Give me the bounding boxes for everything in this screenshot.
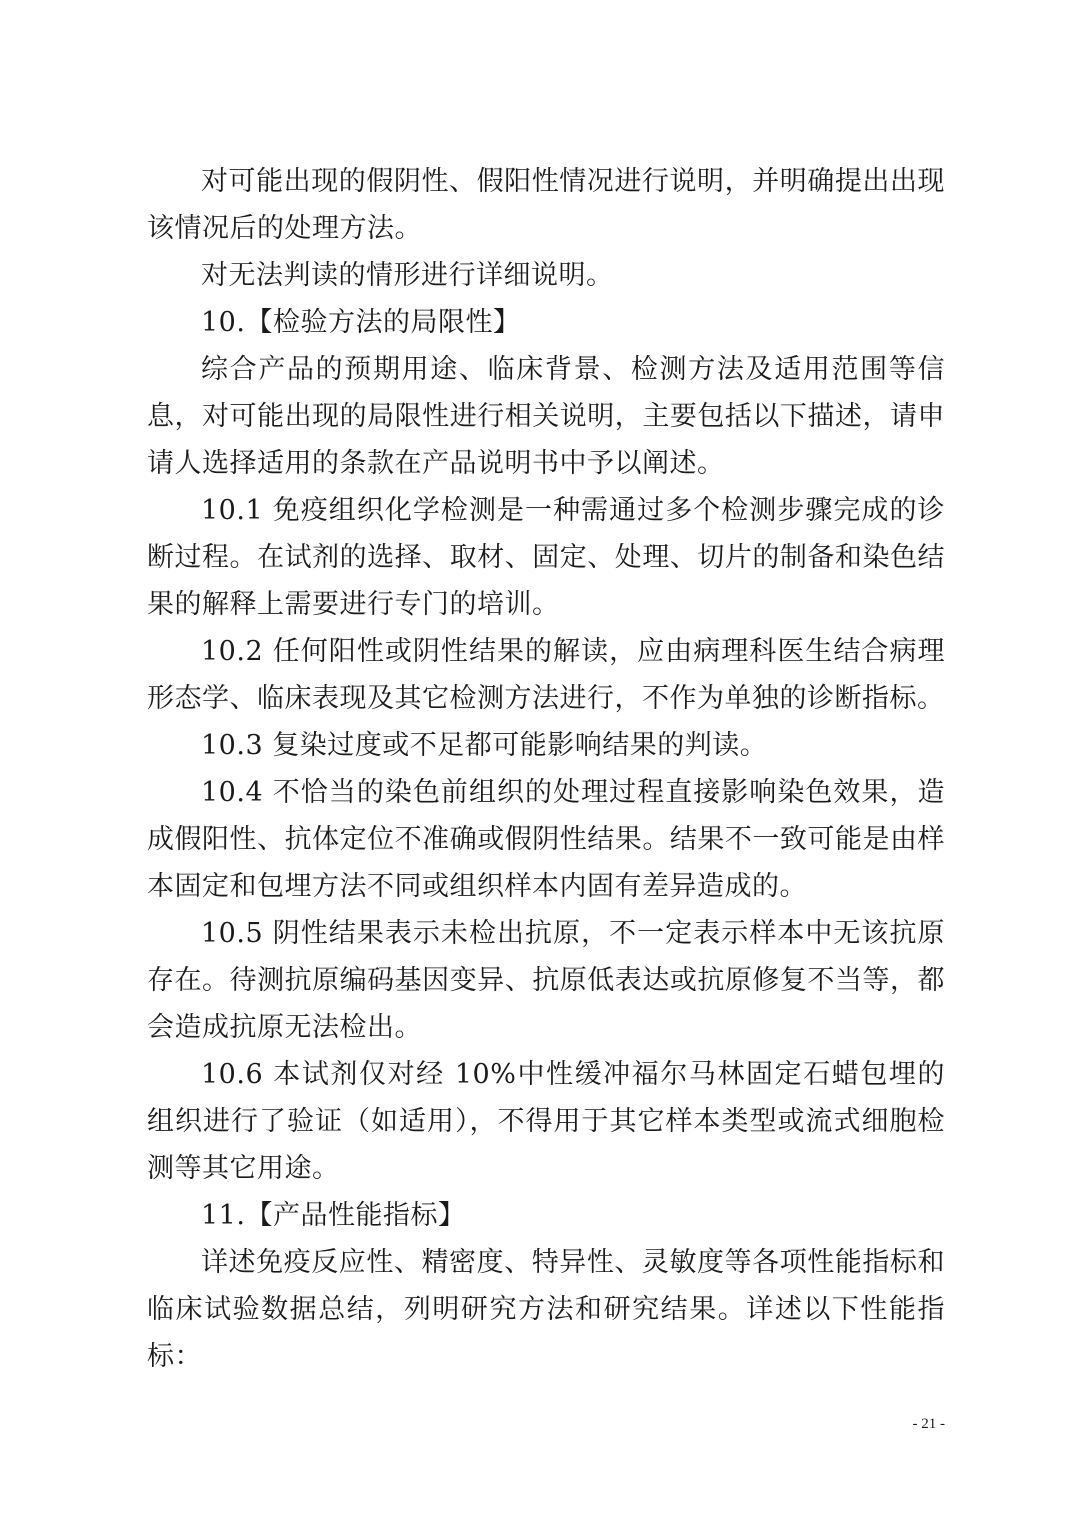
paragraph-10-3: 10.3 复染过度或不足都可能影响结果的判读。 [201,730,768,761]
section-heading-limitations: 10.【检验方法的局限性】 [201,307,521,338]
paragraph-10-2: 10.2 任何阳性或阴性结果的解读，应由病理科医生结合病理形态学、临床表现及其它检测方法进行，不作为单独的诊断指标。 [147,636,945,714]
paragraph-false-results: 对可能出现的假阴性、假阳性情况进行说明，并明确提出出现该情况后的处理方法。 [147,166,945,244]
page-number: - 21 - [912,1416,945,1432]
paragraph-10-1: 10.1 免疫组织化学检测是一种需通过多个检测步骤完成的诊断过程。在试剂的选择、取材、固定、处理、切片的制备和染色结果的解释上需要进行专门的培训。 [147,495,945,620]
paragraph-10-4: 10.4 不恰当的染色前组织的处理过程直接影响染色效果，造成假阳性、抗体定位不准确或假阴性结果。结果不一致可能是由样本固定和包埋方法不同或组织样本内固有差异造成的。 [147,777,945,902]
paragraph-10-6: 10.6 本试剂仅对经 10%中性缓冲福尔马林固定石蜡包埋的组织进行了验证（如适用），不得用于其它样本类型或流式细胞检测等其它用途。 [147,1059,945,1184]
paragraph-performance-intro: 详述免疫反应性、精密度、特异性、灵敏度等各项性能指标和临床试验数据总结，列明研究方法和研究结果。详述以下性能指标： [147,1247,945,1372]
paragraph-unreadable: 对无法判读的情形进行详细说明。 [201,260,614,291]
paragraph-limitations-intro: 综合产品的预期用途、临床背景、检测方法及适用范围等信息，对可能出现的局限性进行相关说明，主要包括以下描述，请申请人选择适用的条款在产品说明书中予以阐述。 [147,354,945,479]
paragraph-10-5: 10.5 阴性结果表示未检出抗原，不一定表示样本中无该抗原存在。待测抗原编码基因变异、抗原低表达或抗原修复不当等，都会造成抗原无法检出。 [147,918,945,1043]
document-body [147,158,945,1380]
section-heading-performance: 11.【产品性能指标】 [201,1200,466,1231]
